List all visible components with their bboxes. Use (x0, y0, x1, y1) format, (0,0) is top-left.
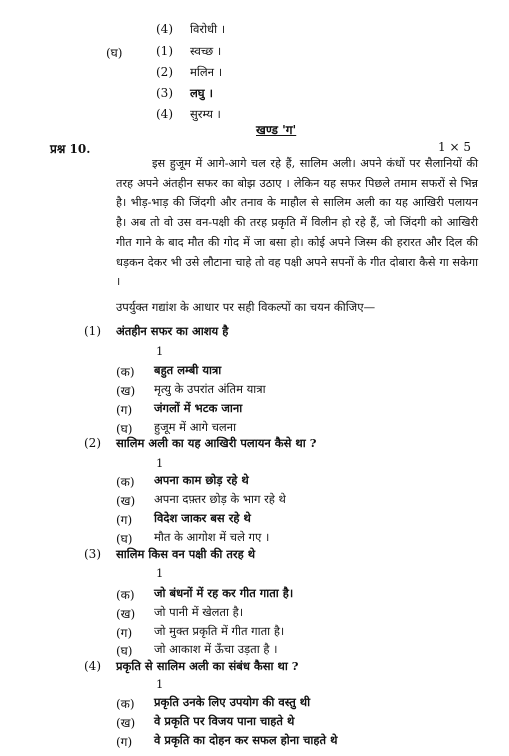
option-text: वे प्रकृति पर विजय पाना चाहते थे (154, 714, 295, 728)
option-label: (घ) (116, 422, 133, 436)
option-text: हुजूम में आगे चलना (154, 420, 237, 434)
option-label: (ख) (116, 384, 136, 398)
subquestion-text: प्रकृति से सालिम अली का संबंध कैसा था ? (116, 659, 299, 673)
question-label: प्रश्न 10. (50, 142, 91, 156)
subquestion-num: (4) (84, 659, 101, 673)
option-num: (3) (156, 86, 173, 100)
option-text: जंगलों में भटक जाना (154, 401, 243, 415)
option-num: (4) (156, 107, 173, 121)
subquestion-num: (3) (84, 547, 101, 561)
option-label: (ख) (116, 494, 136, 508)
question-marks: 1 × 5 (438, 140, 471, 154)
option-text: मृत्यु के उपरांत अंतिम यात्रा (154, 382, 266, 396)
option-text: सुरम्य । (190, 107, 221, 121)
option-text: स्वच्छ । (190, 44, 222, 58)
option-label: (क) (116, 697, 135, 711)
option-text: प्रकृति उनके लिए उपयोग की वस्तु थी (154, 695, 311, 709)
option-label: (ख) (116, 716, 136, 730)
subquestion-mark: 1 (156, 677, 164, 691)
option-label: (ग) (116, 513, 133, 527)
instruction: उपर्युक्त गद्यांश के आधार पर सही विकल्पों का चयन कीजिए— (116, 300, 376, 314)
section-heading: खण्ड 'ग' (256, 123, 297, 137)
subquestion-text: सालिम किस वन पक्षी की तरह थे (116, 547, 256, 561)
prev-option-num: (4) (156, 22, 173, 36)
option-text: लघु । (190, 86, 213, 100)
option-label: (ख) (116, 607, 136, 621)
option-text: विदेश जाकर बस रहे थे (154, 511, 251, 525)
option-label: (घ) (116, 644, 133, 658)
option-label: (क) (116, 365, 135, 379)
subquestion-mark: 1 (156, 566, 164, 580)
prev-option-text: विरोधी । (190, 22, 226, 36)
option-label: (ग) (116, 403, 133, 417)
option-num: (2) (156, 65, 173, 79)
option-text: जो पानी में खेलता है। (154, 605, 244, 619)
option-text: अपना दफ़्तर छोड़ के भाग रहे थे (154, 492, 286, 506)
option-text: मौत के आगोश में चले गए । (154, 530, 270, 544)
subquestion-text: सालिम अली का यह आखिरी पलायन कैसे था ? (116, 436, 317, 450)
option-label: (ग) (116, 626, 133, 640)
subquestion-mark: 1 (156, 344, 164, 358)
option-group-label: (घ) (106, 46, 123, 60)
option-text: जो बंधनों में रह कर गीत गाता है। (154, 586, 294, 600)
option-label: (क) (116, 475, 135, 489)
option-text: वे प्रकृति का दोहन कर सफल होना चाहते थे (154, 733, 338, 747)
option-num: (1) (156, 44, 173, 58)
subquestion-mark: 1 (156, 456, 164, 470)
option-text: जो मुक्त प्रकृति में गीत गाता है। (154, 624, 285, 638)
option-label: (क) (116, 588, 135, 602)
option-label: (घ) (116, 532, 133, 546)
passage: इस हुजूम में आगे-आगे चल रहे हैं, सालिम अली। अपने कंधों पर सैलानियों की तरह अपने अंतहीन सफर का बोझ उठाए । लेकिन यह सफर पिछले तमाम सफरों से भिन्न है। भीड़-भाड़ की जिंदगी और तनाव के माहौल से सालिम अली का यह आखिरी पलायन है। अब तो वो उस वन-पक्षी की तरह प्रकृति में विलीन हो रहे हैं, जो जिंदगी को आखिरी गीत गाने के बाद मौत की गोद में जा बसा हो। कोई अपने जिस्म की हरारत और दिल की धड़कन देकर भी उसे लौटाना चाहे तो वह पक्षी अपने सपनों के गीत दोबारा कैसे गा सकेगा । (116, 157, 478, 289)
option-text: बहुत लम्बी यात्रा (154, 363, 222, 377)
option-label: (ग) (116, 735, 133, 749)
option-text: मलिन । (190, 65, 223, 79)
subquestion-text: अंतहीन सफर का आशय है (116, 324, 229, 338)
subquestion-num: (1) (84, 324, 101, 338)
option-text: जो आकाश में ऊँचा उड़ता है । (154, 642, 278, 656)
option-text: अपना काम छोड़ रहे थे (154, 473, 249, 487)
subquestion-num: (2) (84, 436, 101, 450)
